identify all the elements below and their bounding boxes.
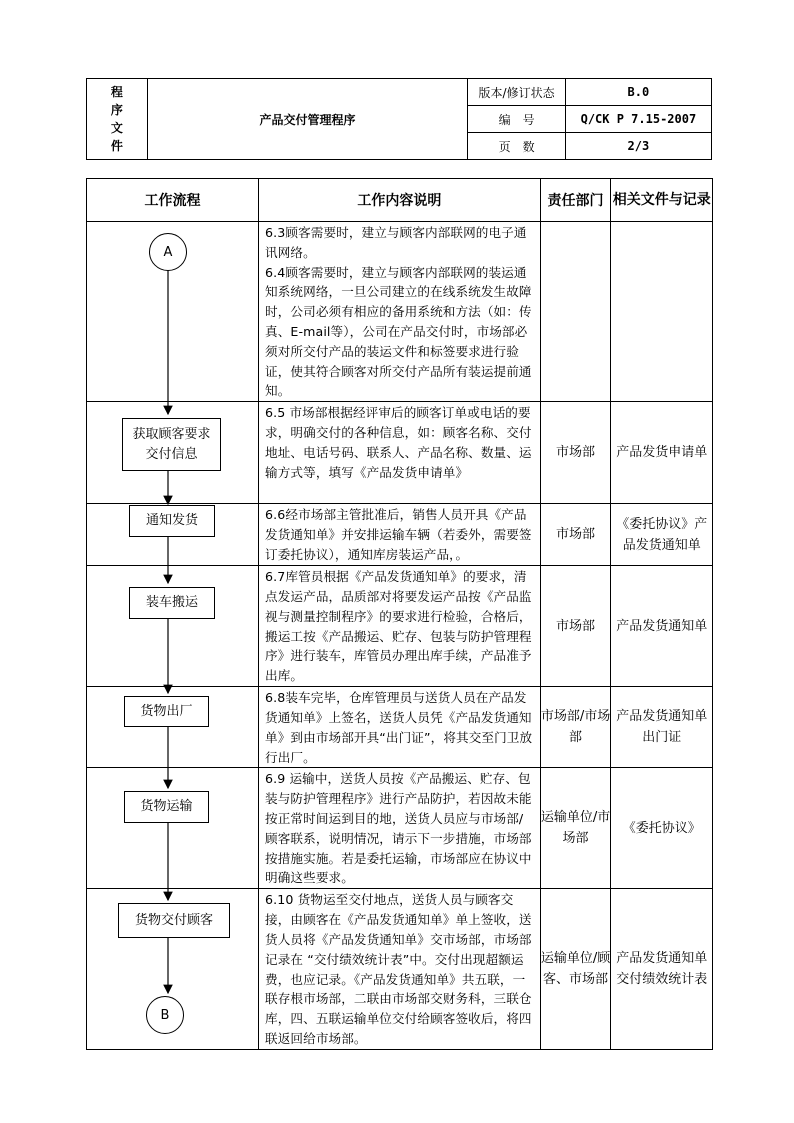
step-documents: 产品发货申请单: [611, 402, 713, 504]
col-header-flow: 工作流程: [87, 179, 259, 222]
step-documents: 产品发货通知单: [611, 566, 713, 687]
flow-cell: [87, 889, 259, 1049]
doc-number-label: 编 号: [468, 106, 565, 133]
step-department: [540, 222, 611, 402]
flow-cell: [87, 687, 259, 768]
step-description: 6.3顾客需要时，建立与顾客内部联网的电子通讯网络。 6.4顾客需要时，建立与顾客内部联网的装运通知系统网络，一旦公司建立的在线系统发生故障时，公司必须有相应的备用系统和方法（如：传真、E-mail等），公司在产品交付时，市场部必须对所交付产品的装运文件和标签要求进行验证，使其符合顾客对所交付产品所有装运提前通知。: [259, 222, 541, 402]
page-count-label: 页 数: [468, 133, 565, 160]
step-documents: 《委托协议》产品发货通知单: [611, 504, 713, 566]
step-department: 市场部: [540, 566, 611, 687]
step-description: 6.8装车完毕，仓库管理员与送货人员在产品发货通知单》上签名，送货人员凭《产品发货通知单》到由市场部开具“出门证”，将其交至门卫放行出厂。: [259, 687, 541, 768]
procedure-table: [86, 178, 713, 1050]
version-value: B.0: [565, 79, 711, 106]
page-count-value: 2/3: [565, 133, 711, 160]
flow-start-connector: A: [149, 233, 187, 271]
flow-step-transport: 货物运输: [124, 791, 209, 823]
flow-step-get-delivery-info: 获取顾客要求交付信息: [122, 418, 221, 471]
flow-step-leave-factory: 货物出厂: [124, 696, 209, 727]
flow-end-connector: B: [146, 996, 184, 1034]
step-description: 6.6经市场部主管批准后，销售人员开具《产品发货通知单》并安排运输车辆（若委外，需要签订委托协议），通知库房装运产品，。: [259, 504, 541, 566]
step-documents: 产品发货通知单 出门证: [611, 687, 713, 768]
step-documents: 产品发货通知单 交付绩效统计表: [611, 889, 713, 1049]
flow-step-deliver-to-customer: 货物交付顾客: [118, 903, 230, 938]
flow-cell: [87, 402, 259, 504]
flow-step-loading: 装车搬运: [129, 587, 215, 619]
document-header: [86, 78, 712, 160]
col-header-department: 责任部门: [540, 179, 611, 222]
step-department: 运输单位/顾客、市场部: [540, 889, 611, 1049]
step-description: 6.10 货物运至交付地点，送货人员与顾客交接，由顾客在《产品发货通知单》单上签收，送货人员将《产品发货通知单》交市场部，市场部记录在 “交付绩效统计表”中。交付出现超额运费，也应记录。《产品发货通知单》共五联，一联存根市场部，二联由市场部交财务科，三联仓库，四、五联运输单位交付给顾客签收后，将四联返回给市场部。: [259, 889, 541, 1049]
step-department: 市场部: [540, 504, 611, 566]
doc-type-label: 程 序 文 件: [87, 79, 148, 160]
col-header-description: 工作内容说明: [259, 179, 541, 222]
step-department: 运输单位/市场部: [540, 768, 611, 889]
col-header-documents: 相关文件与记录: [611, 179, 713, 222]
document-title: 产品交付管理程序: [147, 79, 468, 160]
step-description: 6.5 市场部根据经评审后的顾客订单或电话的要求，明确交付的各种信息，如：顾客名称、交付地址、电话号码、联系人、产品名称、数量、运输方式等，填写《产品发货申请单》: [259, 402, 541, 504]
step-department: 市场部: [540, 402, 611, 504]
version-label: 版本/修订状态: [468, 79, 565, 106]
flow-cell: [87, 768, 259, 889]
flow-cell: [87, 222, 259, 402]
flow-cell: [87, 566, 259, 687]
doc-number-value: Q/CK P 7.15-2007: [565, 106, 711, 133]
flow-step-notify-shipment: 通知发货: [129, 505, 215, 537]
step-documents: 《委托协议》: [611, 768, 713, 889]
step-description: 6.7库管员根据《产品发货通知单》的要求，清点发运产品，品质部对将要发运产品按《产品监视与测量控制程序》的要求进行检验，合格后，搬运工按《产品搬运、贮存、包装与防护管理程序》进行装车，库管员办理出库手续，产品准予出库。: [259, 566, 541, 687]
step-description: 6.9 运输中，送货人员按《产品搬运、贮存、包装与防护管理程序》进行产品防护，若因故未能按正常时间运到目的地，送货人员应与市场部/顾客联系，说明情况，请示下一步措施，市场部按措施实施。若是委托运输，市场部应在协议中明确这些要求。: [259, 768, 541, 889]
step-documents: [611, 222, 713, 402]
flow-cell: [87, 504, 259, 566]
step-department: 市场部/市场部: [540, 687, 611, 768]
